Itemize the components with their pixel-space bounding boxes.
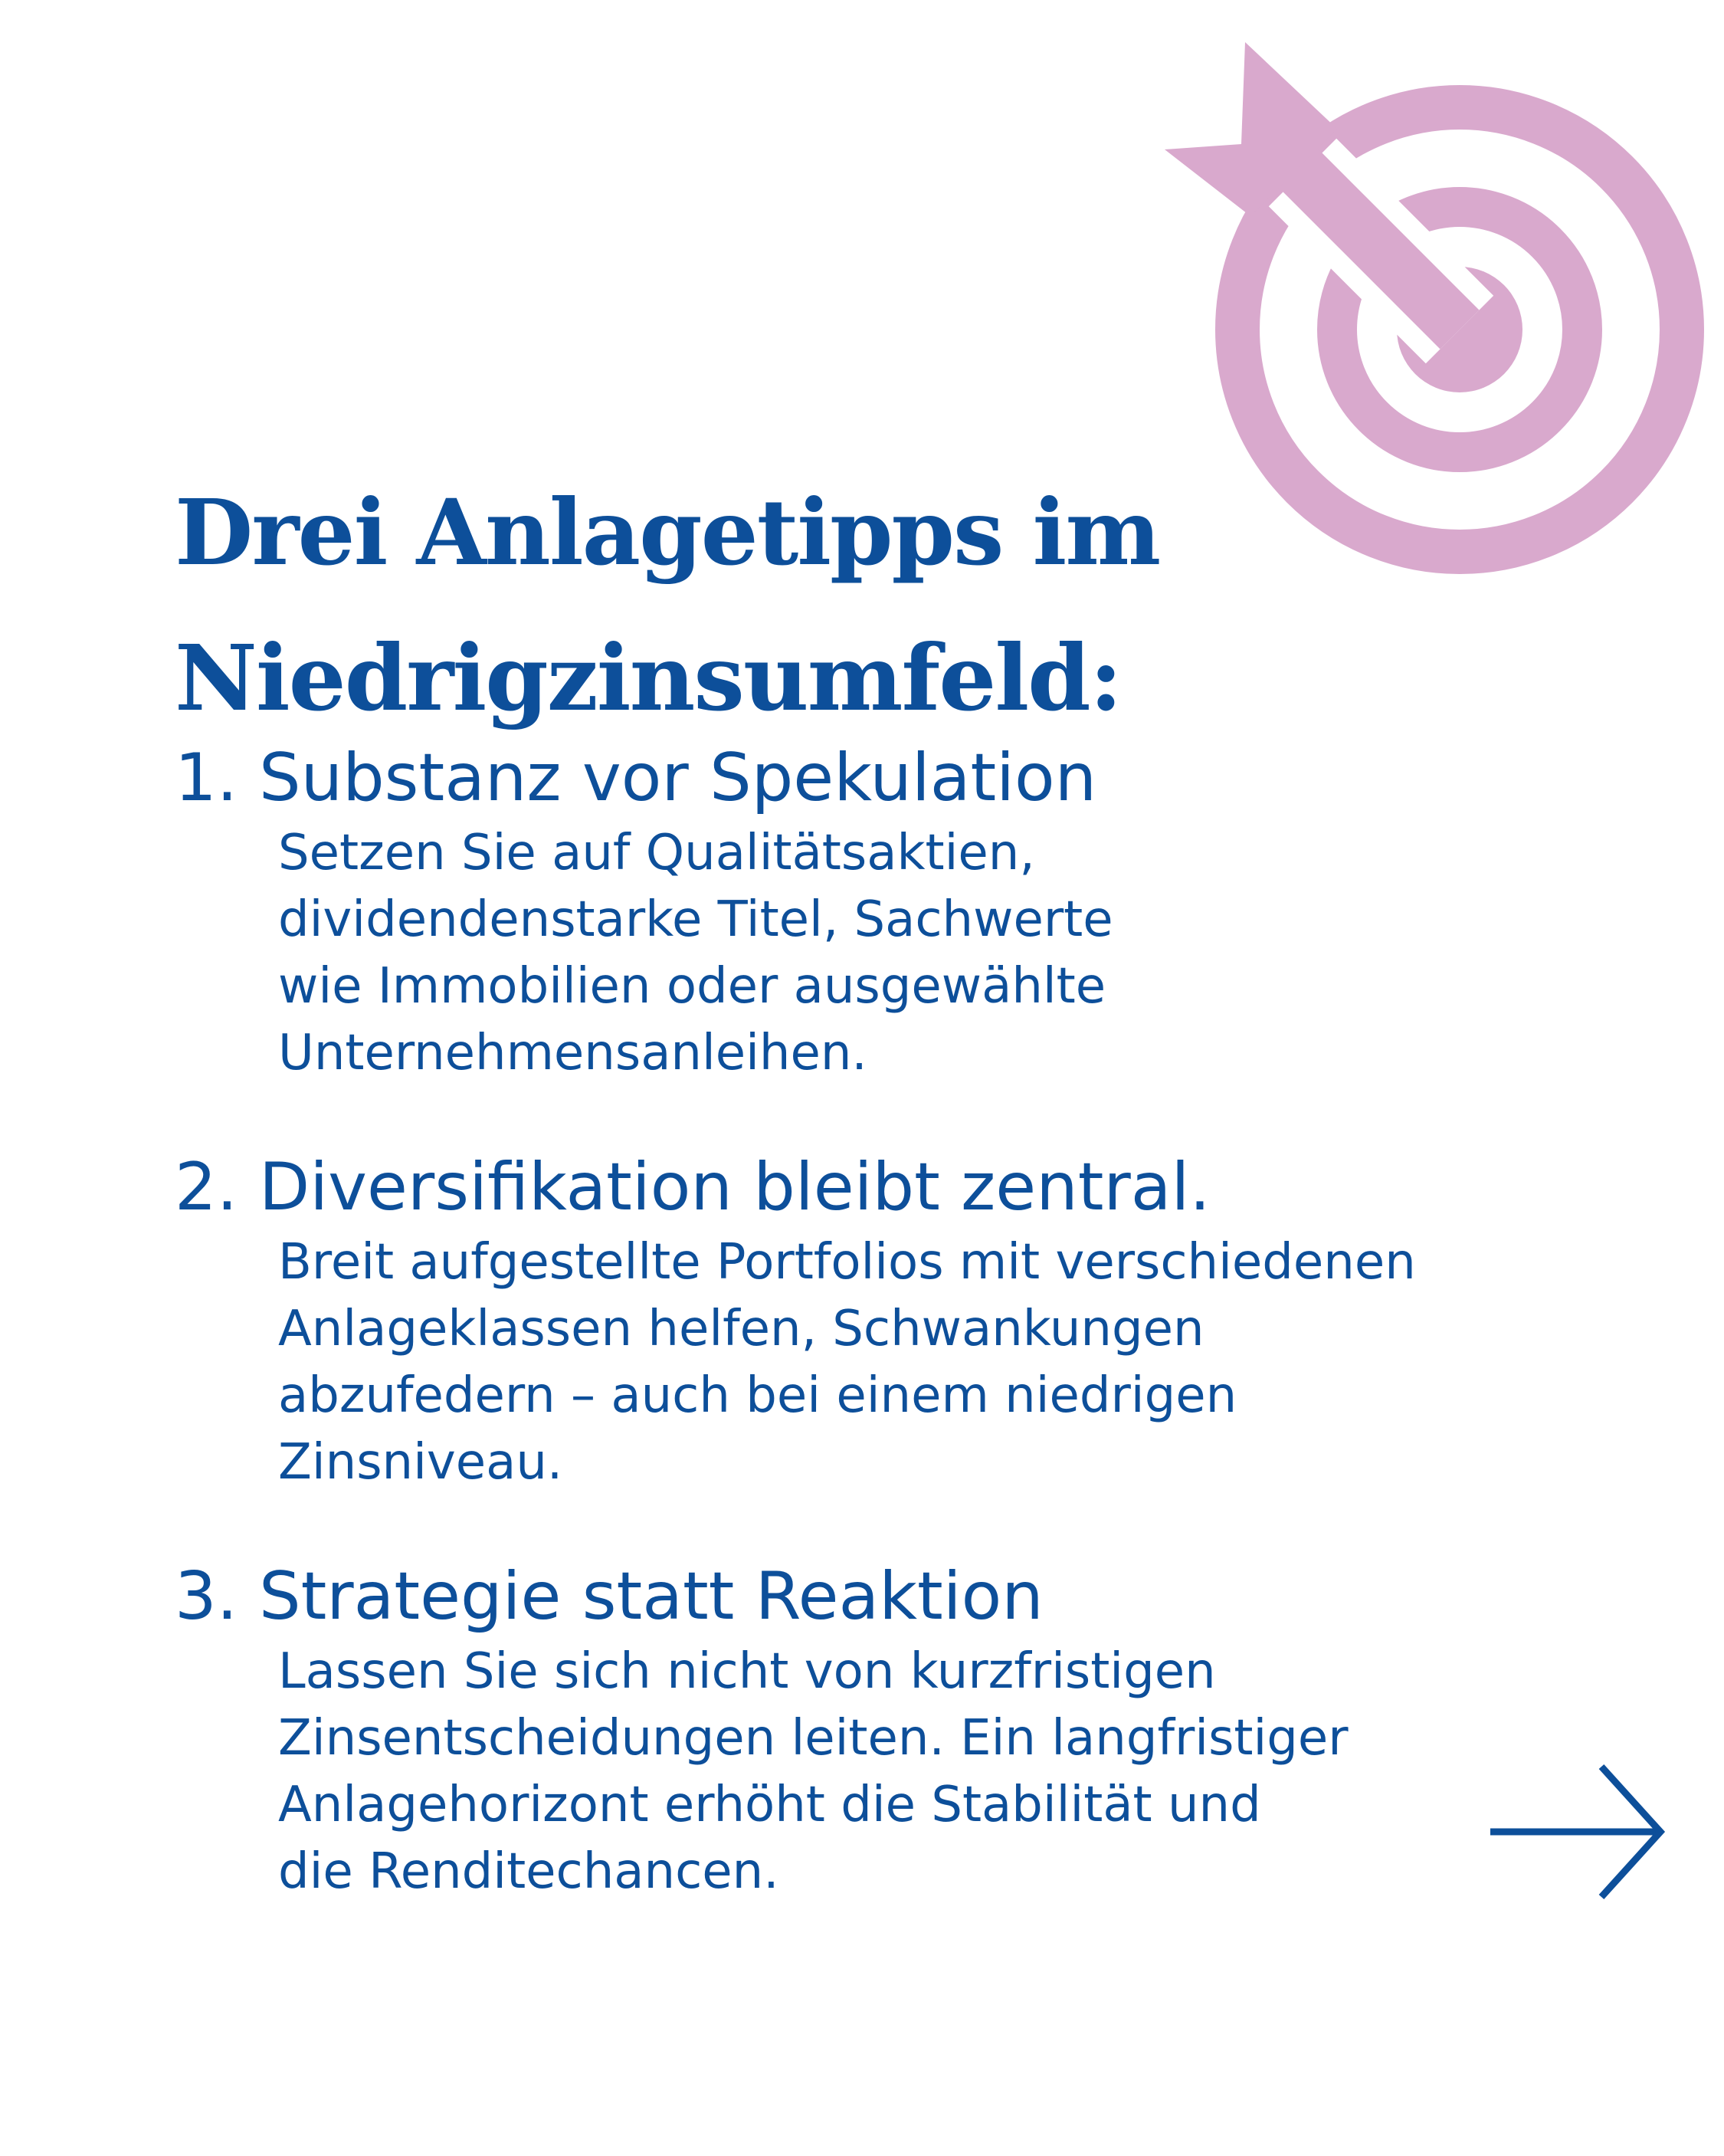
tip-item-1: [175, 736, 1615, 1087]
arrow-right-icon[interactable]: [1490, 1763, 1667, 1901]
tip-number: 2.: [175, 1149, 238, 1226]
tip-heading-text: Strategie statt Reaktion: [259, 1558, 1044, 1635]
tip-heading: [175, 736, 1615, 820]
tip-heading: [175, 1145, 1615, 1229]
tip-text: Breit aufgestellte Portfolios mit verschiedenen Anlageklassen helfen, Schwankungen abzufedern – auch bei einem niedrigen Zinsniveau.: [278, 1234, 1416, 1491]
tip-heading-text: Substanz vor Spekulation: [259, 740, 1097, 816]
tip-number: 1.: [175, 740, 238, 816]
target-with-arrow-icon: [1165, 38, 1716, 590]
tips-list: [175, 736, 1615, 1905]
tip-heading-text: Diversifikation bleibt zentral.: [259, 1149, 1211, 1226]
page-title: [175, 460, 1247, 751]
title-line-1: Drei Anlagetipps im: [175, 479, 1160, 586]
tip-text: Setzen Sie auf Qualitätsaktien, dividendenstarke Titel, Sachwerte wie Immobilien oder ausgewählte Unternehmensanleihen.: [278, 825, 1113, 1081]
tip-item-3: [175, 1554, 1615, 1905]
title-line-2: Niedrigzinsumfeld:: [175, 625, 1122, 731]
tip-number: 3.: [175, 1558, 238, 1635]
tip-heading: [175, 1554, 1615, 1639]
tip-item-2: [175, 1145, 1615, 1496]
tip-text: Lassen Sie sich nicht von kurzfristigen Zinsentscheidungen leiten. Ein langfristiger Anlagehorizont erhöht die Stabilität und die Renditechancen.: [278, 1643, 1349, 1900]
